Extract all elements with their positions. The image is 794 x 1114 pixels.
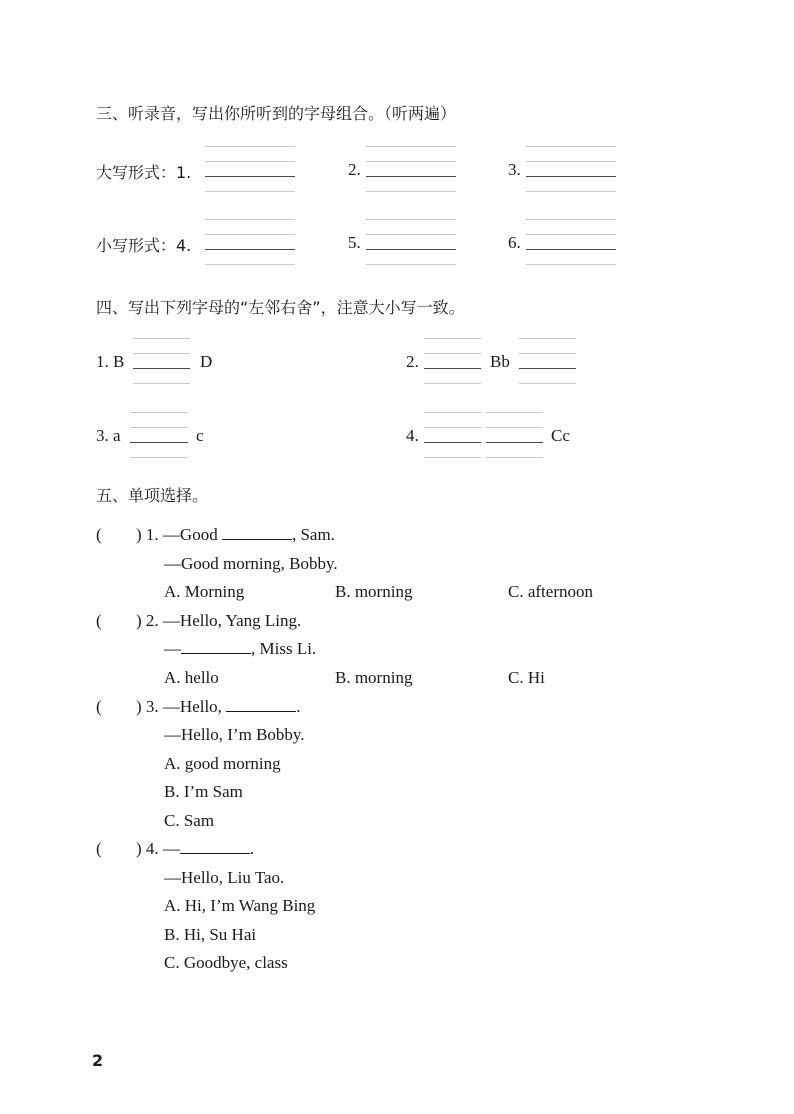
question-2-blank xyxy=(181,639,251,654)
section4-title: 四、写出下列字母的“左邻右舍”，注意大小写一致。 xyxy=(96,298,465,317)
neighbor-item-4-label: 4. xyxy=(406,426,419,445)
answer-blank-2[interactable] xyxy=(366,146,456,192)
question-3-option-b[interactable]: B. I’m Sam xyxy=(164,782,243,801)
question-3-blank xyxy=(226,697,296,712)
neighbor-blank-3[interactable] xyxy=(130,412,188,458)
neighbor-blank-4a[interactable] xyxy=(424,412,481,458)
neighbor-blank-1[interactable] xyxy=(133,338,190,384)
answer-blank-4[interactable] xyxy=(205,219,295,265)
question-2-reply: — , Miss Li. xyxy=(164,639,317,658)
upper-num-2: 2. xyxy=(348,160,361,179)
answer-paren[interactable]: ( xyxy=(96,839,102,858)
upper-num-3: 3. xyxy=(508,160,521,179)
question-4-reply: —Hello, Liu Tao. xyxy=(164,868,285,887)
question-2-prompt: ) 2. —Hello, Yang Ling. xyxy=(136,611,302,630)
answer-paren[interactable]: ( xyxy=(96,611,102,630)
question-3-reply: —Hello, I’m Bobby. xyxy=(164,725,305,744)
answer-paren[interactable]: ( xyxy=(96,697,102,716)
question-3-option-a[interactable]: A. good morning xyxy=(164,754,281,773)
page-number: 2 xyxy=(92,1051,104,1070)
upper-label: 大写形式：1. xyxy=(96,163,192,182)
neighbor-item-1-label: 1. B xyxy=(96,352,125,371)
answer-blank-1[interactable] xyxy=(205,146,295,192)
question-1-blank xyxy=(222,525,292,540)
neighbor-item-3-label: 3. a xyxy=(96,426,121,445)
answer-paren[interactable]: ( xyxy=(96,525,102,544)
lower-label: 小写形式：4. xyxy=(96,236,192,255)
neighbor-blank-2a[interactable] xyxy=(424,338,481,384)
answer-blank-3[interactable] xyxy=(526,146,616,192)
question-1-option-c[interactable]: C. afternoon xyxy=(508,582,593,601)
question-2-option-b[interactable]: B. morning xyxy=(335,668,413,687)
neighbor-blank-2b[interactable] xyxy=(519,338,576,384)
question-2-option-a[interactable]: A. hello xyxy=(164,668,219,687)
question-4-blank xyxy=(180,839,250,854)
neighbor-item-4-end: Cc xyxy=(551,426,570,445)
question-4-option-c[interactable]: C. Goodbye, class xyxy=(164,953,288,972)
question-2-option-c[interactable]: C. Hi xyxy=(508,668,545,687)
question-3-prompt: ) 3. —Hello, . xyxy=(136,697,301,716)
lower-num-5: 5. xyxy=(348,233,361,252)
neighbor-item-2-label: 2. xyxy=(406,352,419,371)
answer-blank-5[interactable] xyxy=(366,219,456,265)
answer-blank-6[interactable] xyxy=(526,219,616,265)
lower-num-6: 6. xyxy=(508,233,521,252)
section5-title: 五、单项选择。 xyxy=(96,486,209,505)
neighbor-item-2-mid: Bb xyxy=(490,352,510,371)
question-1-reply: —Good morning, Bobby. xyxy=(164,554,338,573)
question-1-prompt: ) 1. —Good , Sam. xyxy=(136,525,335,544)
neighbor-blank-4b[interactable] xyxy=(486,412,543,458)
question-1-option-b[interactable]: B. morning xyxy=(335,582,413,601)
section3-title: 三、听录音，写出你所听到的字母组合。（听两遍） xyxy=(96,104,457,123)
question-4-option-a[interactable]: A. Hi, I’m Wang Bing xyxy=(164,896,316,915)
question-4-option-b[interactable]: B. Hi, Su Hai xyxy=(164,925,257,944)
question-3-option-c[interactable]: C. Sam xyxy=(164,811,215,830)
neighbor-item-1-end: D xyxy=(200,352,213,371)
neighbor-item-3-end: c xyxy=(196,426,204,445)
question-4-prompt: ) 4. — . xyxy=(136,839,255,858)
question-1-option-a[interactable]: A. Morning xyxy=(164,582,245,601)
